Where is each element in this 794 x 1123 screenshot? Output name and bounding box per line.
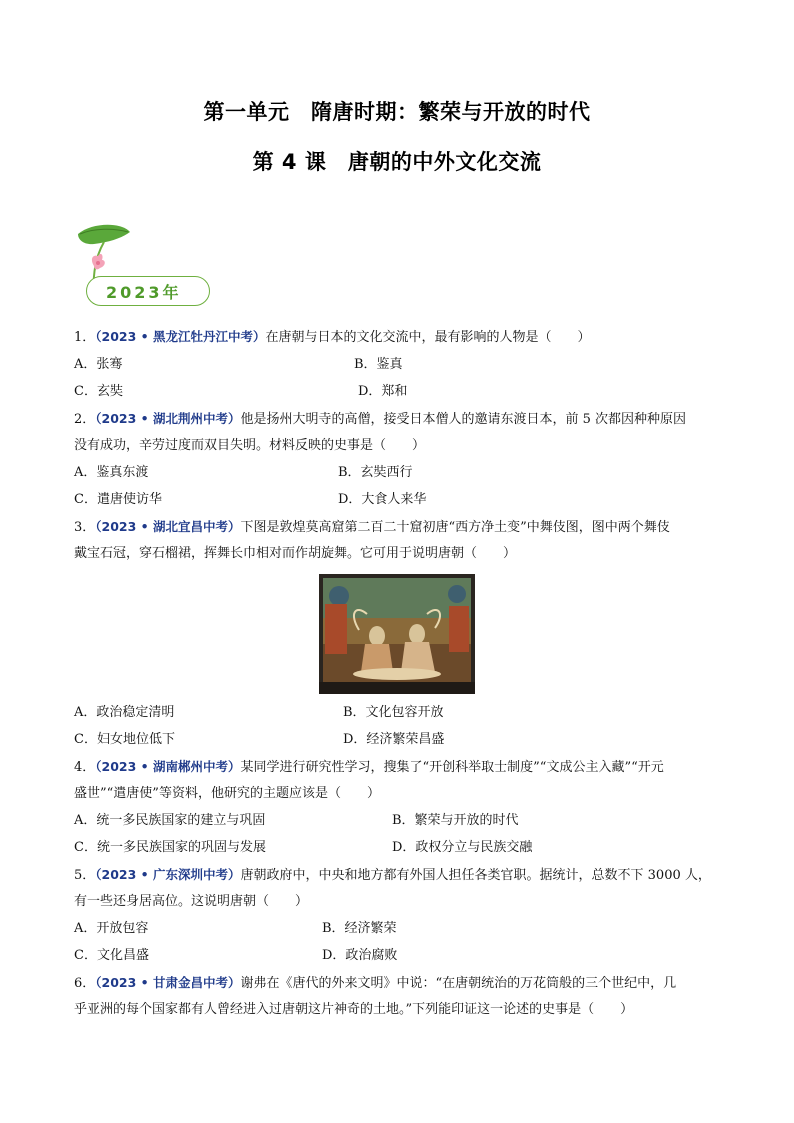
- option-b: B．玄奘西行: [338, 465, 413, 480]
- question-3: 3．（2023 • 湖北宜昌中考）下图是敦煌莫高窟第二百二十窟初唐“西方净土变”中舞伎图，图中两个舞伎: [74, 519, 670, 535]
- option-b: B．经济繁荣: [322, 921, 397, 936]
- option-b: B．鉴真: [354, 357, 403, 372]
- question-2: 2．（2023 • 湖北荆州中考）他是扬州大明寺的高僧，接受日本僧人的邀请东渡日本，前 5 次都因种种原因: [74, 411, 687, 427]
- question-source: （2023 • 黑龙江牡丹江中考）: [95, 329, 266, 344]
- question-5-line-2: 有一些还身居高位。这说明唐朝（ ）: [74, 894, 309, 909]
- question-4: 4．（2023 • 湖南郴州中考）某同学进行研究性学习，搜集了“开创科举取士制度”“文成公主入藏”“开元: [74, 759, 664, 775]
- question-source: （2023 • 湖南郴州中考）: [95, 759, 241, 774]
- dunhuang-mural-image: [319, 574, 475, 694]
- option-a: A．统一多民族国家的建立与巩固: [74, 813, 266, 828]
- question-4-line-2: 盛世”“遣唐使”等资料，他研究的主题应该是（ ）: [74, 786, 380, 801]
- option-d: D．经济繁荣昌盛: [343, 732, 445, 747]
- option-d: D．郑和: [358, 384, 408, 399]
- option-c: C．妇女地位低下: [74, 732, 175, 747]
- question-source: （2023 • 湖北宜昌中考）: [95, 519, 241, 534]
- question-source: （2023 • 湖北荆州中考）: [95, 411, 241, 426]
- option-a: A．张骞: [74, 357, 123, 372]
- year-label: 2023年: [106, 283, 182, 302]
- question-source: （2023 • 广东深圳中考）: [95, 867, 241, 882]
- option-d: D．政权分立与民族交融: [392, 840, 533, 855]
- option-c: C．文化昌盛: [74, 948, 149, 963]
- question-source: （2023 • 甘肃金昌中考）: [95, 975, 241, 990]
- question-5: 5．（2023 • 广东深圳中考）唐朝政府中，中央和地方都有外国人担任各类官职。据统计，总数不下 3000 人，: [74, 867, 711, 883]
- lesson-title: 第 4 课 唐朝的中外文化交流: [252, 150, 542, 174]
- year-badge: [70, 222, 210, 312]
- option-d: D．政治腐败: [322, 948, 398, 963]
- option-c: C．玄奘: [74, 384, 123, 399]
- option-b: B．文化包容开放: [343, 705, 444, 720]
- question-6-line-2: 乎亚洲的每个国家都有人曾经进入过唐朝这片神奇的土地。”下列能印证这一论述的史事是（ ）: [74, 1002, 634, 1017]
- option-a: A．鉴真东渡: [74, 465, 149, 480]
- option-d: D．大食人来华: [338, 492, 427, 507]
- option-a: A．政治稳定清明: [74, 705, 175, 720]
- question-6: 6．（2023 • 甘肃金昌中考）谢弗在《唐代的外来文明》中说：“在唐朝统治的万花筒般的三个世纪中，几: [74, 975, 677, 991]
- unit-title: 第一单元 隋唐时期：繁荣与开放的时代: [203, 100, 591, 124]
- option-a: A．开放包容: [74, 921, 149, 936]
- question-3-line-2: 戴宝石冠，穿石榴裙，挥舞长巾相对而作胡旋舞。它可用于说明唐朝（ ）: [74, 546, 517, 561]
- option-b: B．繁荣与开放的时代: [392, 813, 519, 828]
- option-c: C．遣唐使访华: [74, 492, 162, 507]
- question-1: 1．（2023 • 黑龙江牡丹江中考）在唐朝与日本的文化交流中，最有影响的人物是（ ）: [74, 329, 591, 345]
- question-2-line-2: 没有成功，辛劳过度而双目失明。材料反映的史事是（ ）: [74, 438, 426, 453]
- option-c: C．统一多民族国家的巩固与发展: [74, 840, 266, 855]
